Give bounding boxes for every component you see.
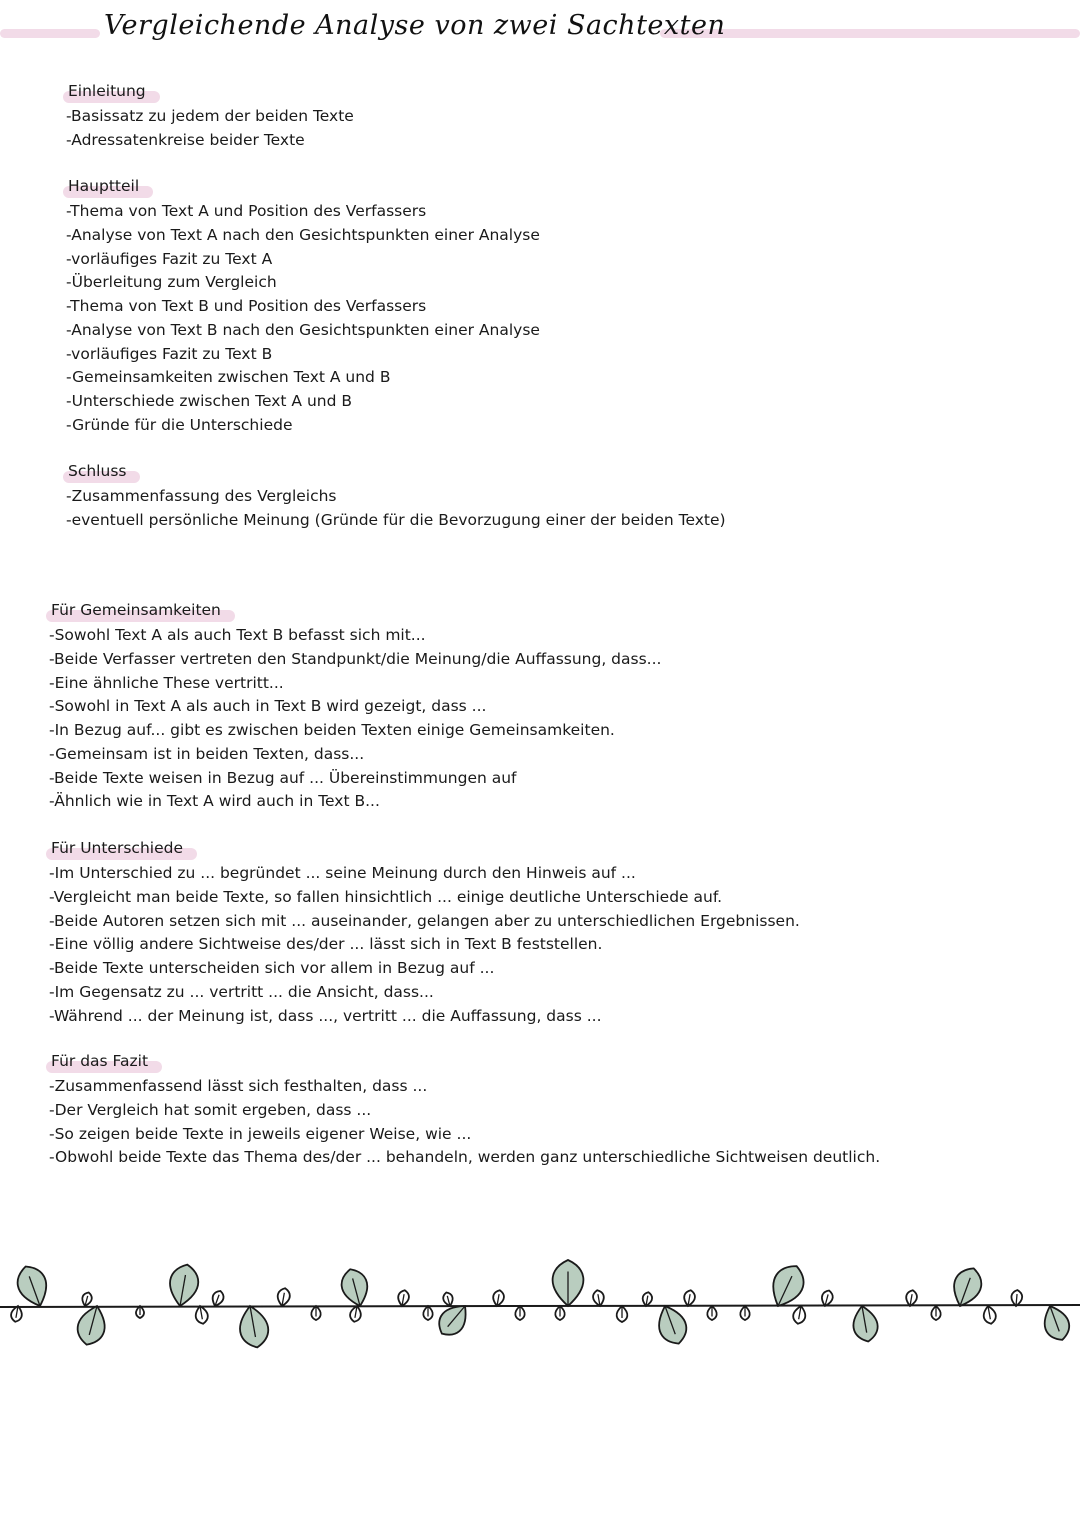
list-item: -Beide Verfasser vertreten den Standpunkt/die Meinung/die Auffassung, dass... xyxy=(49,649,662,668)
list-item: -Sowohl in Text A als auch in Text B wird gezeigt, dass ... xyxy=(49,697,487,716)
list-item: -Zusammenfassend lässt sich festhalten, dass ... xyxy=(49,1077,428,1095)
list-item: -Ähnlich wie in Text A wird auch in Text B... xyxy=(49,792,380,811)
list-item: -Eine ähnliche These vertritt... xyxy=(49,673,284,692)
list-item: -Analyse von Text A nach den Gesichtspunkten einer Analyse xyxy=(66,225,540,244)
list-item: -Beide Autoren setzen sich mit ... auseinander, gelangen aber zu unterschiedlichen Ergebnissen. xyxy=(49,911,800,930)
list-item: -vorläufiges Fazit zu Text B xyxy=(66,344,273,363)
list-item: -Vergleicht man beide Texte, so fallen hinsichtlich ... einige deutliche Unterschiede auf. xyxy=(49,887,723,906)
item-list xyxy=(49,1075,880,1170)
item-list xyxy=(66,200,540,438)
list-item: -Basissatz zu jedem der beiden Texte xyxy=(66,107,354,125)
section-unterschiede xyxy=(49,837,800,1028)
list-item: -Im Unterschied zu ... begründet ... seine Meinung durch den Hinweis auf ... xyxy=(49,864,636,882)
title-highlight-left xyxy=(0,29,100,38)
list-item: -Unterschiede zwischen Text A und B xyxy=(66,392,352,410)
list-item: -Thema von Text A und Position des Verfassers xyxy=(66,202,427,220)
list-item: -Eine völlig andere Sichtweise des/der ... lässt sich in Text B feststellen. xyxy=(49,935,603,954)
list-item: -Beide Texte weisen in Bezug auf ... Übereinstimmungen auf xyxy=(49,768,517,787)
list-item: -Gründe für die Unterschiede xyxy=(66,415,293,434)
vine-decoration xyxy=(0,1248,1080,1368)
section-heading: Für Unterschiede xyxy=(51,839,183,857)
section-gemeinsamkeiten xyxy=(49,599,661,814)
item-list xyxy=(66,485,726,533)
item-list xyxy=(49,862,800,1028)
title-row xyxy=(0,10,1080,54)
list-item: -Gemeinsamkeiten zwischen Text A und B xyxy=(66,368,391,387)
list-item: -Sowohl Text A als auch Text B befasst sich mit... xyxy=(49,626,426,644)
section-fazit xyxy=(49,1050,880,1170)
list-item: -eventuell persönliche Meinung (Gründe für die Bevorzugung einer der beiden Texte) xyxy=(66,510,726,529)
list-item: -In Bezug auf... gibt es zwischen beiden Texten einige Gemeinsamkeiten. xyxy=(49,721,615,739)
vine-stem xyxy=(0,1305,1080,1307)
page-title: Vergleichende Analyse von zwei Sachtexten xyxy=(104,10,726,41)
section-heading: Für das Fazit xyxy=(51,1052,149,1070)
list-item: -vorläufiges Fazit zu Text A xyxy=(66,249,273,268)
list-item: -Analyse von Text B nach den Gesichtspunkten einer Analyse xyxy=(66,320,540,339)
list-item: -Gemeinsam ist in beiden Texten, dass... xyxy=(49,744,365,763)
section-heading: Hauptteil xyxy=(68,177,140,195)
list-item: -Thema von Text B und Position des Verfassers xyxy=(66,297,427,315)
list-item: -Im Gegensatz zu ... vertritt ... die Ansicht, dass... xyxy=(49,982,434,1001)
list-item: -Adressatenkreise beider Texte xyxy=(66,130,305,149)
section-heading: Für Gemeinsamkeiten xyxy=(51,601,221,619)
section-heading: Einleitung xyxy=(68,82,146,100)
list-item: -Während ... der Meinung ist, dass ..., vertritt ... die Auffassung, dass ... xyxy=(49,1006,602,1025)
list-item: -So zeigen beide Texte in jeweils eigener Weise, wie ... xyxy=(49,1124,472,1143)
section-schluss xyxy=(66,460,726,533)
item-list xyxy=(66,105,354,153)
list-item: -Zusammenfassung des Vergleichs xyxy=(66,487,337,505)
item-list xyxy=(49,624,661,814)
list-item: -Überleitung zum Vergleich xyxy=(66,273,277,292)
list-item: -Obwohl beide Texte das Thema des/der ... behandeln, werden ganz unterschiedliche Sichtweisen deutlich. xyxy=(49,1148,881,1167)
section-hauptteil xyxy=(66,175,540,438)
list-item: -Beide Texte unterscheiden sich vor allem in Bezug auf ... xyxy=(49,959,495,977)
section-einleitung xyxy=(66,80,354,153)
section-heading: Schluss xyxy=(68,462,127,480)
list-item: -Der Vergleich hat somit ergeben, dass ... xyxy=(49,1100,372,1119)
